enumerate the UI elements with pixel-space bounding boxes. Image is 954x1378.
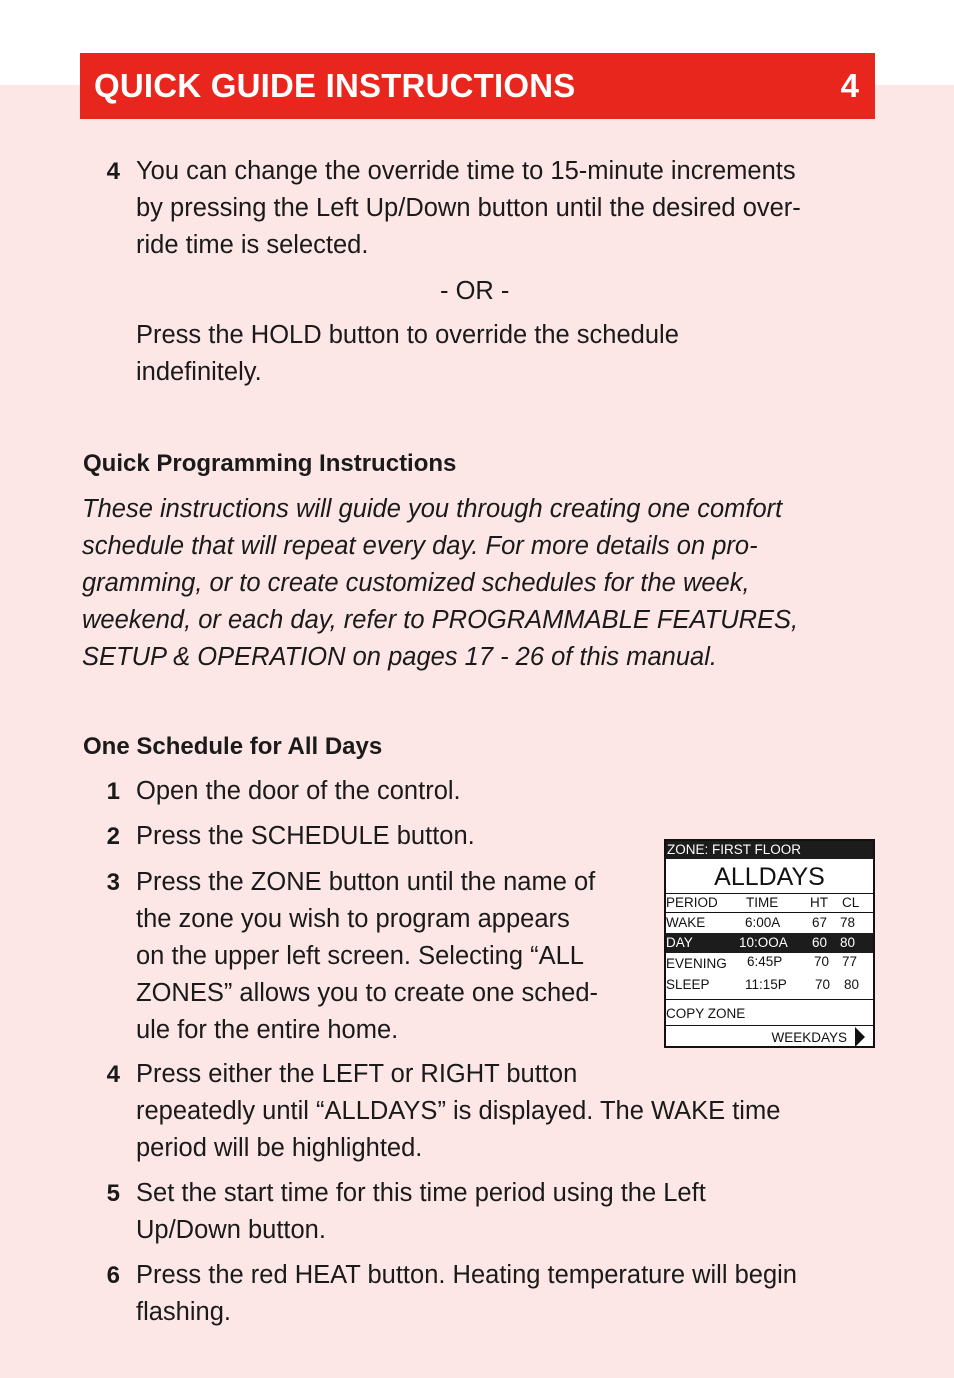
step-4-line-2: repeatedly until “ALLDAYS” is displayed. The WAKE time [136, 1097, 781, 1125]
right-triangle-icon [855, 1027, 865, 1047]
or-separator: - OR - [440, 277, 510, 305]
step-5-number: 5 [106, 1180, 120, 1207]
header-title: QUICK GUIDE INSTRUCTIONS [94, 67, 576, 104]
column-header-period: PERIOD [666, 895, 718, 910]
step-3-number: 3 [106, 869, 120, 896]
divider [666, 999, 873, 1000]
quick-programming-heading: Quick Programming Instructions [83, 450, 457, 477]
divider [666, 1025, 873, 1026]
override-step-number: 4 [106, 158, 120, 185]
step-3-line-2: the zone you wish to program appears [136, 905, 570, 933]
step-5-line-1: Set the start time for this time period using the Left [136, 1179, 706, 1207]
intro-line: SETUP & OPERATION on pages 17 - 26 of this manual. [82, 643, 717, 671]
step-3-line-4: ZONES” allows you to create one sched- [136, 979, 599, 1007]
schedule-row-day [666, 933, 873, 953]
step-1-number: 1 [106, 778, 120, 805]
step-3-line-5: ule for the entire home. [136, 1016, 399, 1044]
page-number: 4 [840, 67, 859, 104]
column-header-cl: CL [842, 895, 860, 910]
period-name: DAY [666, 935, 693, 950]
intro-line: weekend, or each day, refer to PROGRAMMABLE FEATURES, [82, 606, 799, 634]
step-3-line-3: on the upper left screen. Selecting “ALL [136, 942, 584, 970]
step-4-line-1: Press either the LEFT or RIGHT button [136, 1060, 578, 1088]
schedule-row-evening [666, 954, 873, 974]
step-3-line-1: Press the ZONE button until the name of [136, 868, 596, 896]
step-6-line-1: Press the red HEAT button. Heating temperature will begin [136, 1261, 797, 1289]
intro-line: gramming, or to create customized schedules for the week, [82, 569, 750, 597]
intro-line: These instructions will guide you through creating one comfort [82, 495, 783, 523]
period-name: EVENING [666, 956, 727, 971]
override-step-line-2: by pressing the Left Up/Down button until the desired over- [136, 194, 801, 222]
override-step-line-1: You can change the override time to 15-minute increments [136, 157, 796, 185]
zone-label: ZONE: FIRST FLOOR [666, 841, 873, 859]
step-2-line-1: Press the SCHEDULE button. [136, 822, 475, 850]
heat-setpoint: 67 [812, 915, 828, 930]
cool-setpoint: 80 [840, 935, 856, 950]
period-time: 6:45P [747, 954, 783, 969]
step-6-line-2: flashing. [136, 1298, 231, 1326]
one-schedule-heading: One Schedule for All Days [83, 733, 383, 760]
step-2-number: 2 [106, 823, 120, 850]
heat-setpoint: 70 [815, 977, 831, 992]
override-step-line-3: ride time is selected. [136, 231, 369, 259]
hold-line-2: indefinitely. [136, 358, 262, 386]
quick-programming-intro [82, 491, 872, 676]
period-time: 6:00A [745, 915, 781, 930]
period-name: SLEEP [666, 977, 710, 992]
period-time: 10:OOA [739, 935, 788, 950]
thermostat-display [664, 839, 875, 1048]
hold-line-1: Press the HOLD button to override the schedule [136, 321, 679, 349]
cool-setpoint: 80 [844, 977, 860, 992]
column-headers [666, 893, 873, 913]
intro-line: schedule that will repeat every day. For more details on pro- [82, 532, 758, 560]
step-1-line-1: Open the door of the control. [136, 777, 461, 805]
step-4-number: 4 [106, 1061, 120, 1088]
section-header [80, 53, 875, 119]
cool-setpoint: 77 [842, 954, 858, 969]
step-6-number: 6 [106, 1262, 120, 1289]
column-header-time: TIME [746, 895, 779, 910]
heat-setpoint: 60 [812, 935, 828, 950]
period-time: 11:15P [745, 977, 787, 992]
cool-setpoint: 78 [840, 915, 856, 930]
schedule-row-sleep [666, 975, 873, 995]
copy-zone-label: COPY ZONE [666, 1006, 746, 1021]
step-4-line-3: period will be highlighted. [136, 1134, 423, 1162]
step-5-line-2: Up/Down button. [136, 1216, 326, 1244]
schedule-mode: ALLDAYS [714, 863, 825, 891]
heat-setpoint: 70 [814, 954, 830, 969]
schedule-row-wake [666, 913, 873, 933]
weekdays-label: WEEKDAYS [771, 1030, 847, 1045]
period-name: WAKE [666, 915, 706, 930]
column-header-ht: HT [810, 895, 828, 910]
